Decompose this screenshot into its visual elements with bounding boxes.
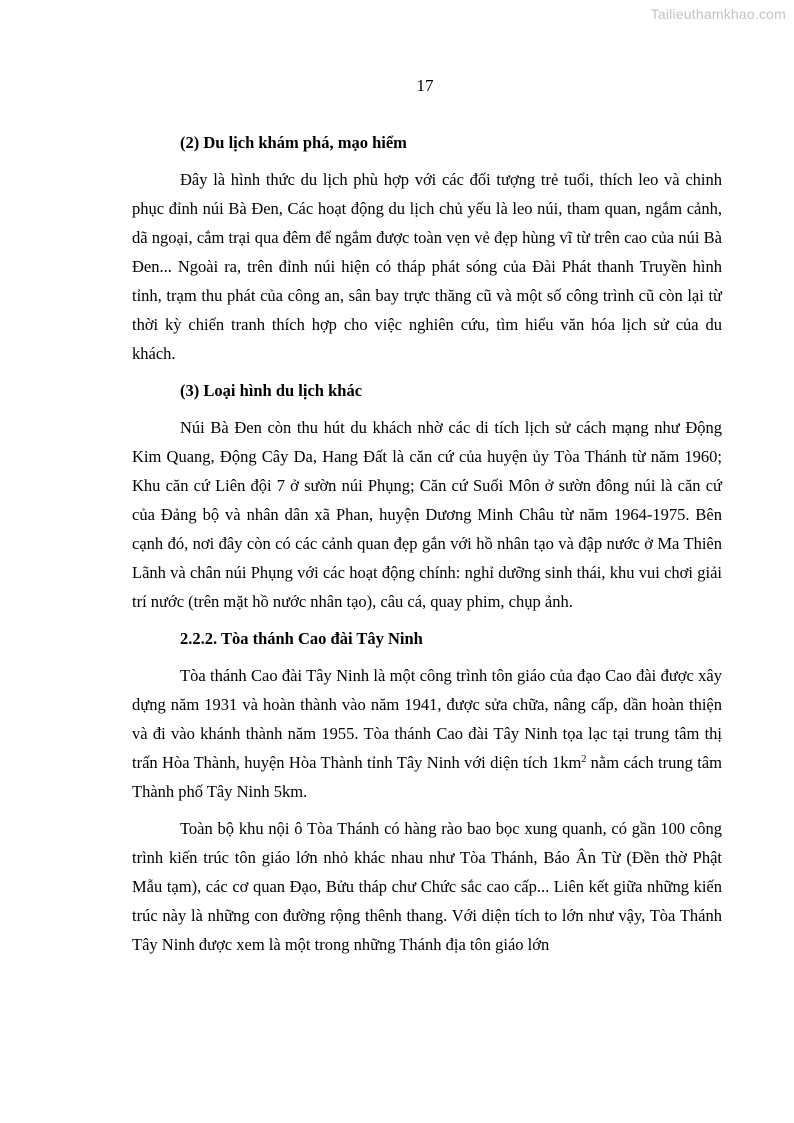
section-2-heading: (2) Du lịch khám phá, mạo hiểm (180, 133, 407, 152)
page-number: 17 (416, 76, 434, 95)
watermark: Tailieuthamkhao.com (650, 6, 786, 22)
section-2-2-2-paragraph-1 (132, 661, 722, 806)
section-3-heading: (3) Loại hình du lịch khác (180, 381, 363, 400)
section-2-2-2-paragraph-2: Toàn bộ khu nội ô Tòa Thánh có hàng rào bao bọc xung quanh, có gần 100 công trình kiến trúc tôn giáo lớn nhỏ khác nhau như Tòa Thánh, Báo Ân Từ (Đền thờ Phật Mẫu tạm), các cơ quan Đạo, Bửu tháp chư Chức sắc cao cấp... Liên kết giữa những kiến trúc này là những con đường rộng thênh thang. Với diện tích to lớn như vậy, Tòa Thánh Tây Ninh được xem là một trong những Thánh địa tôn giáo lớn (132, 819, 722, 954)
document-body (132, 128, 722, 967)
section-2-2-2-heading: 2.2.2. Tòa thánh Cao đài Tây Ninh (180, 629, 423, 648)
section-2-paragraph: Đây là hình thức du lịch phù hợp với các đối tượng trẻ tuổi, thích leo và chinh phục đỉnh núi Bà Đen, Các hoạt động du lịch chủ yếu là leo núi, tham quan, ngắm cảnh, dã ngoại, cắm trại qua đêm để ngắm được toàn vẹn vẻ đẹp hùng vĩ từ trên cao của núi Bà Đen... Ngoài ra, trên đỉnh núi hiện có tháp phát sóng của Đài Phát thanh Truyền hình tỉnh, trạm thu phát của công an, sân bay trực thăng cũ và một số công trình cũ còn lại từ thời kỳ chiến tranh thích hợp cho việc nghiên cứu, tìm hiểu văn hóa lịch sử của du khách. (132, 170, 722, 363)
area-superscript: 2 (581, 754, 587, 765)
section-3-paragraph: Núi Bà Đen còn thu hút du khách nhờ các di tích lịch sử cách mạng như Động Kim Quang, Động Cây Da, Hang Đất là căn cứ của huyện ủy Tòa Thánh từ năm 1960; Khu căn cứ Liên đội 7 ở sườn núi Phụng; Căn cứ Suối Môn ở sườn đông núi là căn cứ của Đảng bộ và nhân dân xã Phan, huyện Dương Minh Châu từ năm 1964-1975. Bên cạnh đó, nơi đây còn có các cảnh quan đẹp gắn với hồ nhân tạo và đập nước ở Ma Thiên Lãnh và chân núi Phụng với các hoạt động chính: nghỉ dưỡng sinh thái, khu vui chơi giải trí nước (trên mặt hồ nước nhân tạo), câu cá, quay phim, chụp ảnh. (132, 418, 722, 611)
paragraph-1-main-text: Tòa thánh Cao đài Tây Ninh là một công trình tôn giáo của đạo Cao đài được xây dựng năm 1931 và hoàn thành vào năm 1941, được sửa chữa, nâng cấp, dần hoàn thiện và đi vào khánh thành năm 1955. Tòa thánh Cao đài Tây Ninh tọa lạc tại trung tâm thị trấn Hòa Thành, huyện Hòa Thành tỉnh Tây Ninh với diện tích 1km (132, 666, 722, 772)
paragraph-1-end-text: nằm cách trung tâm Thành phố Tây Ninh 5km. (132, 753, 722, 801)
